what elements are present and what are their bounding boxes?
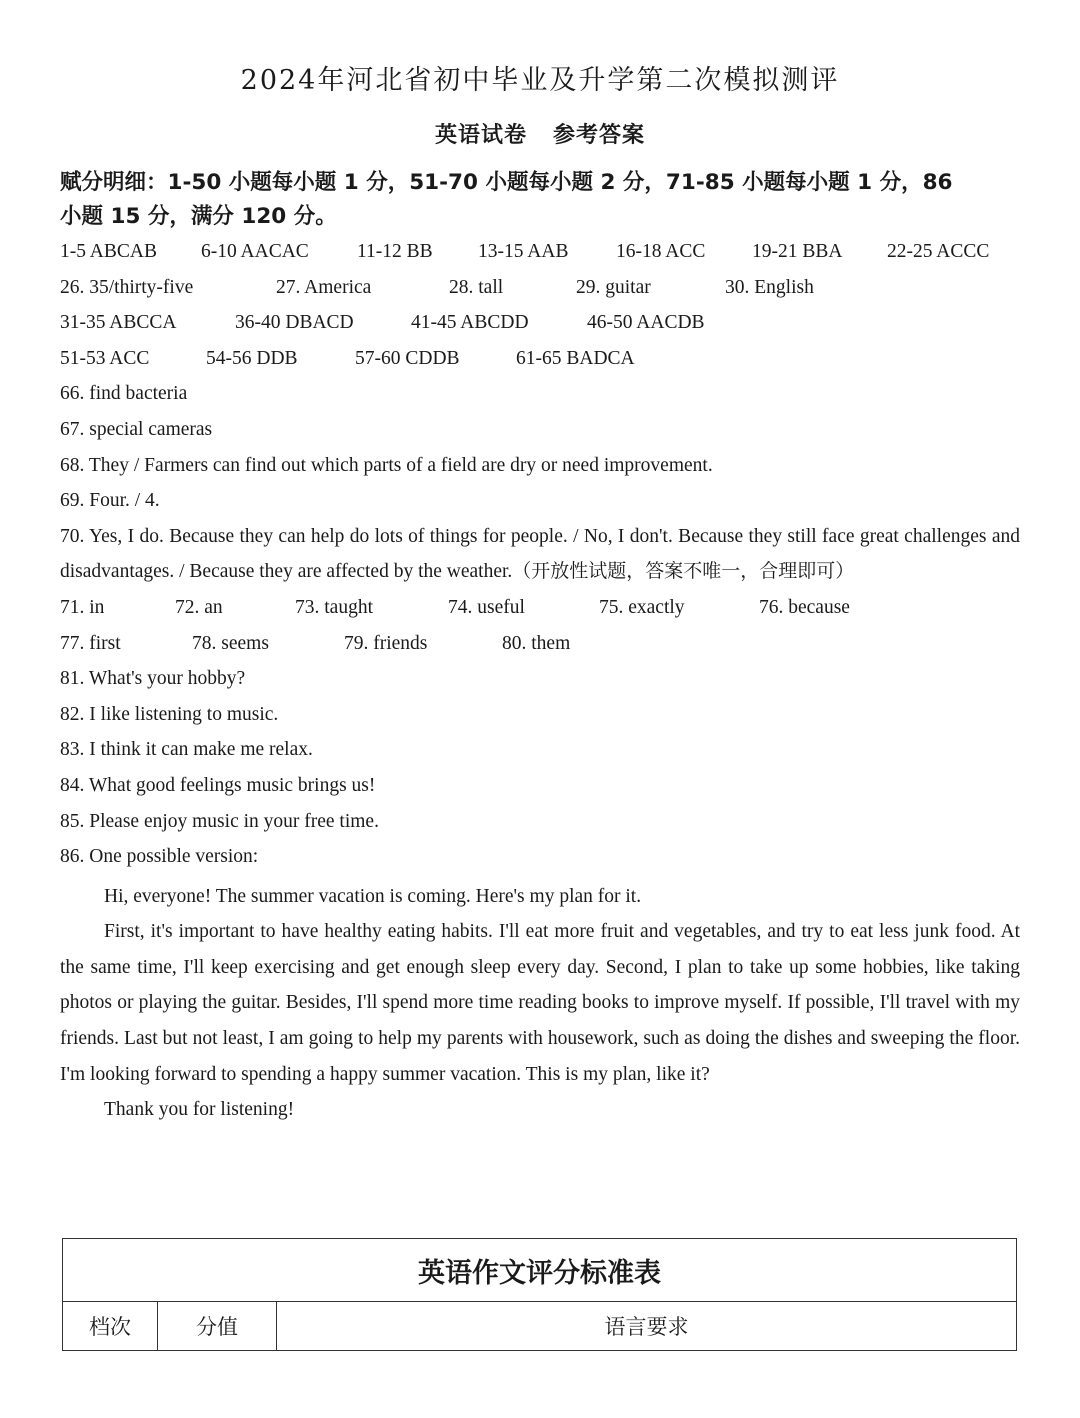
- choice-row-2: [60, 270, 1020, 306]
- answer-item: 22-25 ACCC: [887, 241, 990, 262]
- answer-83: 83. I think it can make me relax.: [60, 739, 313, 761]
- answer-item: 13-15 AAB: [478, 241, 569, 262]
- answer-item: 76. because: [759, 596, 850, 618]
- rubric-col-language: 语言要求: [277, 1302, 1017, 1351]
- answer-item: 51-53 ACC: [60, 347, 150, 369]
- answer-item: 31-35 ABCCA: [60, 312, 177, 334]
- rubric-table: [62, 1238, 1017, 1351]
- answer-item: 71. in: [60, 596, 105, 618]
- answer-70-text: 70. Yes, I do. Because they can help do lots of things for people. / No, I don't. Because they still face great challenges and disadvantages. / Because they are affected by the weather.: [60, 525, 1020, 583]
- answer-item: 46-50 AACDB: [587, 312, 705, 334]
- answer-item: 29. guitar: [576, 276, 651, 298]
- writing-closing: Thank you for listening!: [104, 1099, 295, 1121]
- scoring-line-2: 小题 15 分，满分 120 分。: [60, 204, 337, 229]
- answer-item: 79. friends: [344, 632, 428, 654]
- answer-item: 41-45 ABCDD: [411, 312, 529, 334]
- answer-82: 82. I like listening to music.: [60, 703, 279, 725]
- document-subtitle: [0, 118, 1080, 149]
- rubric-title: 英语作文评分标准表: [63, 1239, 1017, 1302]
- cloze-row-2: [60, 626, 1020, 662]
- answer-item: 75. exactly: [599, 596, 685, 618]
- answer-item: 19-21 BBA: [752, 241, 843, 262]
- document-title: 2024年河北省初中毕业及升学第二次模拟测评: [240, 65, 840, 96]
- answer-item: 30. English: [725, 276, 814, 298]
- answer-key-label: 参考答案: [553, 123, 646, 148]
- answer-item: 74. useful: [448, 596, 525, 618]
- answer-67: 67. special cameras: [60, 418, 213, 440]
- answer-item: 61-65 BADCA: [516, 347, 635, 369]
- answer-item: 26. 35/thirty-five: [60, 276, 194, 298]
- answer-item: 16-18 ACC: [616, 241, 706, 262]
- answer-item: 78. seems: [192, 632, 269, 654]
- answer-68: 68. They / Farmers can find out which parts of a field are dry or need improvement.: [60, 454, 713, 476]
- answer-item: 72. an: [175, 596, 223, 618]
- answer-item: 28. tall: [449, 276, 504, 298]
- answer-item: 36-40 DBACD: [235, 312, 354, 334]
- answer-84: 84. What good feelings music brings us!: [60, 774, 376, 796]
- rubric-col-grade: 档次: [63, 1302, 158, 1351]
- writing-body: First, it's important to have healthy eating habits. I'll eat more fruit and vegetables, and try to eat less junk food. At the same time, I'll keep exercising and get enough sleep every day. Second, I plan to take up some hobbies, like taking photos or playing the guitar. Besides, I'll spend more time reading books to improve myself. If possible, I'll travel with my friends. Last but not least, I am going to help my parents with housework, such as doing the dishes and sweeping the floor. I'm looking forward to spending a happy summer vacation. This is my plan, like it?: [60, 921, 1020, 1085]
- writing-greeting: Hi, everyone! The summer vacation is coming. Here's my plan for it.: [104, 885, 642, 907]
- answer-69: 69. Four. / 4.: [60, 490, 160, 512]
- choice-row-4: [60, 341, 1020, 377]
- rubric-col-score: 分值: [158, 1302, 277, 1351]
- answer-item: 77. first: [60, 632, 121, 654]
- answer-item: 11-12 BB: [357, 241, 433, 262]
- answers-section: [60, 234, 1020, 1128]
- answer-85: 85. Please enjoy music in your free time.: [60, 810, 379, 832]
- scoring-details: [60, 166, 1020, 234]
- writing-heading: 86. One possible version:: [60, 846, 259, 868]
- answer-81: 81. What's your hobby?: [60, 668, 246, 690]
- choice-row-3: [60, 305, 1020, 341]
- answer-item: 27. America: [276, 276, 372, 298]
- cloze-row-1: [60, 590, 1020, 626]
- answer-70: [60, 519, 1020, 590]
- answer-item: 6-10 AACAC: [201, 241, 309, 262]
- subject-label: 英语试卷: [434, 123, 527, 148]
- answer-item: 57-60 CDDB: [355, 347, 460, 369]
- answer-item: 80. them: [502, 632, 571, 654]
- scoring-line-1: 赋分明细：1-50 小题每小题 1 分，51-70 小题每小题 2 分，71-85 小题每小题 1 分，86: [60, 170, 953, 195]
- answer-item: 1-5 ABCAB: [60, 241, 157, 262]
- choice-row-1: [60, 234, 1020, 270]
- answer-66: 66. find bacteria: [60, 383, 188, 405]
- answer-item: 54-56 DDB: [206, 347, 298, 369]
- answer-item: 73. taught: [295, 596, 373, 618]
- answer-70-note: （开放性试题，答案不唯一，合理即可）: [512, 560, 855, 583]
